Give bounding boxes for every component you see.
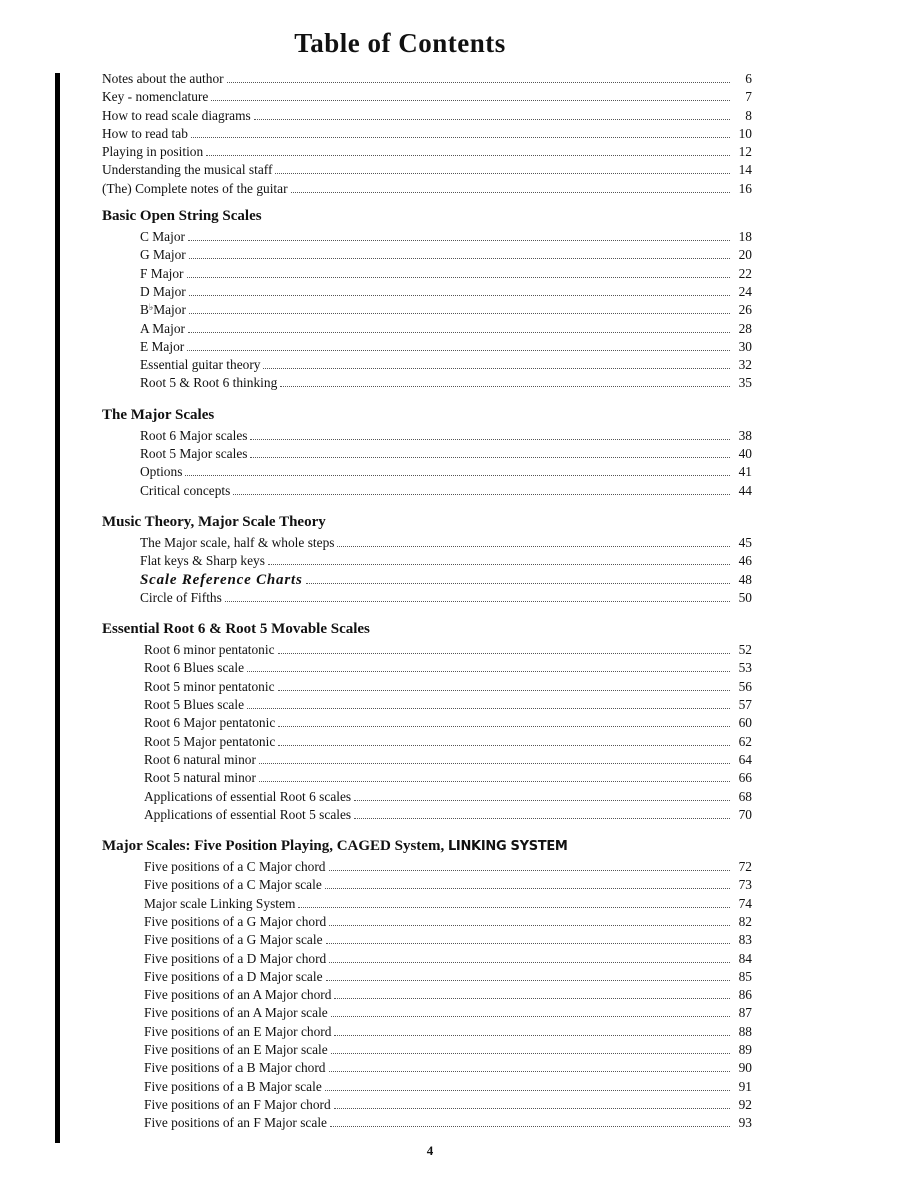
dot-leader	[280, 386, 730, 387]
toc-entry-page: 57	[738, 697, 752, 713]
dot-leader	[247, 671, 730, 672]
dot-leader	[185, 475, 730, 476]
toc-entry-page: 87	[738, 1005, 752, 1021]
toc-entry-page: 18	[738, 229, 752, 245]
toc-entry	[102, 877, 752, 895]
toc-entry-label	[140, 302, 186, 318]
toc-entry-page: 86	[738, 987, 752, 1003]
toc-entry-label: F Major	[140, 265, 184, 281]
toc-entry-page: 40	[738, 446, 752, 462]
toc-entry-page: 10	[738, 125, 752, 141]
toc-entry-page: 26	[738, 302, 752, 318]
dot-leader	[325, 888, 730, 889]
section-heading-text: Basic Open String Scales	[102, 208, 262, 225]
toc-entry	[102, 302, 752, 320]
toc-entry-label: Five positions of an A Major chord	[144, 987, 332, 1003]
toc-entry-page: 12	[738, 144, 752, 160]
toc-entry-label: Root 5 & Root 6 thinking	[140, 375, 278, 391]
toc-entry	[102, 375, 752, 393]
toc-entry	[102, 697, 752, 715]
toc-entry	[102, 789, 752, 807]
dot-leader	[298, 907, 730, 908]
toc-entry-page: 88	[738, 1023, 752, 1039]
dot-leader	[247, 708, 730, 709]
toc-entry-label: Root 5 Blues scale	[144, 697, 245, 713]
dot-leader	[306, 583, 730, 584]
dot-leader	[334, 1108, 730, 1109]
toc-entry-label: Options	[140, 464, 183, 480]
dot-leader	[291, 192, 730, 193]
toc-entry	[102, 126, 752, 144]
dot-leader	[329, 962, 730, 963]
toc-entry-page: 56	[738, 678, 752, 694]
toc-entry	[102, 266, 752, 284]
toc-entry-label: Five positions of a D Major scale	[144, 968, 323, 984]
toc-entry-label: Five positions of an E Major chord	[144, 1023, 332, 1039]
section-heading-text: Major Scales: Five Position Playing, CAGED System,	[102, 838, 448, 855]
toc-entry-label: Five positions of an A Major scale	[144, 1005, 328, 1021]
toc-intro-list	[102, 71, 752, 199]
dot-leader	[187, 350, 730, 351]
toc-entry	[102, 1115, 752, 1133]
toc-entry	[102, 321, 752, 339]
toc-entry	[102, 162, 752, 180]
toc-entry	[102, 770, 752, 788]
dot-leader	[263, 368, 730, 369]
toc-entry	[102, 715, 752, 733]
section-heading	[102, 407, 752, 428]
toc-entry-label: Root 6 Blues scale	[144, 660, 245, 676]
dot-leader	[278, 726, 730, 727]
toc-entry-label: Essential guitar theory	[140, 357, 261, 373]
toc-entry	[102, 969, 752, 987]
dot-leader	[227, 82, 730, 83]
toc-entry	[102, 229, 752, 247]
dot-leader	[188, 240, 730, 241]
toc-entry-label: Playing in position	[102, 144, 204, 160]
toc-entry-label: Key - nomenclature	[102, 89, 209, 105]
toc-entry	[102, 896, 752, 914]
dot-leader	[329, 1071, 731, 1072]
toc-entry-label: Notes about the author	[102, 71, 224, 86]
toc-entry	[102, 1060, 752, 1078]
section-heading-text: Music Theory, Major Scale Theory	[102, 513, 326, 530]
toc-entry-page: 44	[738, 482, 752, 498]
dot-leader	[206, 155, 730, 156]
toc-entry	[102, 535, 752, 553]
toc-entry-page: 22	[738, 265, 752, 281]
toc-entry-page: 85	[738, 968, 752, 984]
toc-entry-label: (The) Complete notes of the guitar	[102, 180, 288, 196]
dot-leader	[254, 119, 730, 120]
dot-leader	[330, 1126, 730, 1127]
toc-entry	[102, 859, 752, 877]
dot-leader	[268, 564, 730, 565]
toc-entry-page: 73	[738, 877, 752, 893]
toc-entry-page: 89	[738, 1042, 752, 1058]
toc-entry	[102, 464, 752, 482]
toc-entry-page: 16	[738, 180, 752, 196]
toc-entry-page: 45	[738, 534, 752, 550]
toc-entry	[102, 108, 752, 126]
toc-entry-label: Five positions of a C Major chord	[144, 859, 326, 875]
toc-entry-page: 28	[738, 320, 752, 336]
toc-entry-label: Root 6 natural minor	[144, 751, 256, 767]
dot-leader	[278, 653, 730, 654]
toc-entry-page: 60	[738, 715, 752, 731]
toc-entry-label: Root 6 minor pentatonic	[144, 642, 275, 658]
section-heading-extra: LINKING SYSTEM	[447, 839, 568, 855]
toc-entry-page: 48	[738, 571, 752, 587]
toc-entry-page: 72	[738, 859, 752, 875]
toc-sections	[102, 208, 752, 1133]
section-heading	[102, 208, 752, 229]
toc-entry-page: 8	[745, 107, 752, 123]
toc-entry-page: 32	[738, 357, 752, 373]
toc-entry-page: 6	[745, 71, 752, 86]
toc-entry-label: Five positions of an F Major scale	[144, 1115, 327, 1131]
toc-entry	[102, 1024, 752, 1042]
toc-entry	[102, 752, 752, 770]
toc-entry-page: 83	[738, 932, 752, 948]
toc-entry	[102, 181, 752, 199]
toc-entry-page: 84	[738, 950, 752, 966]
dot-leader	[278, 745, 730, 746]
toc-entry	[102, 428, 752, 446]
toc-entry-page: 68	[738, 788, 752, 804]
toc-entry	[102, 932, 752, 950]
dot-leader	[188, 332, 730, 333]
dot-leader	[334, 998, 730, 999]
toc-entry-label: Understanding the musical staff	[102, 162, 273, 178]
toc-entry-label: Five positions of a C Major scale	[144, 877, 322, 893]
dot-leader	[211, 100, 730, 101]
dot-leader	[334, 1035, 730, 1036]
toc-entry	[102, 914, 752, 932]
toc-entry-label: Five positions of an E Major scale	[144, 1042, 328, 1058]
toc-entry-label: Circle of Fifths	[140, 589, 222, 605]
dot-leader	[329, 925, 730, 926]
toc-entry-page: 92	[738, 1096, 752, 1112]
toc-entry	[102, 679, 752, 697]
dot-leader	[189, 295, 730, 296]
toc-entry	[102, 446, 752, 464]
dot-leader	[278, 690, 730, 691]
dot-leader	[326, 980, 730, 981]
dot-leader	[189, 258, 730, 259]
section-heading	[102, 514, 752, 535]
toc-entry-page: 30	[738, 338, 752, 354]
toc-entry-label: Flat keys & Sharp keys	[140, 553, 265, 569]
toc-entry-label: Scale Reference Charts	[140, 571, 303, 588]
toc-entry	[102, 660, 752, 678]
toc-entry-label: Five positions of a G Major scale	[144, 932, 323, 948]
dot-leader	[331, 1016, 730, 1017]
toc-entry	[102, 284, 752, 302]
toc-entry	[102, 71, 752, 89]
dot-leader	[275, 173, 730, 174]
toc-entry	[102, 144, 752, 162]
toc-entry-label: E Major	[140, 338, 185, 354]
toc-body	[102, 71, 752, 1134]
toc-entry	[102, 357, 752, 375]
toc-entry	[102, 590, 752, 608]
toc-entry-page: 90	[738, 1060, 752, 1076]
section-heading	[102, 838, 752, 859]
toc-entry-page: 53	[738, 660, 752, 676]
toc-entry-page: 64	[738, 751, 752, 767]
toc-entry-page: 70	[738, 806, 752, 822]
toc-entry-label: G Major	[140, 247, 186, 263]
toc-entry	[102, 1042, 752, 1060]
dot-leader	[250, 439, 730, 440]
dot-leader	[337, 546, 730, 547]
toc-entry-page: 35	[738, 375, 752, 391]
toc-entry-label: Applications of essential Root 6 scales	[144, 788, 352, 804]
toc-entry-page: 62	[738, 733, 752, 749]
toc-entry-page: 52	[738, 642, 752, 658]
dot-leader	[354, 818, 730, 819]
toc-entry	[102, 572, 752, 590]
toc-entry-label: Applications of essential Root 5 scales	[144, 806, 352, 822]
toc-entry-page: 24	[738, 283, 752, 299]
toc-entry-label: A Major	[140, 320, 186, 336]
toc-entry-label: Root 5 Major scales	[140, 446, 248, 462]
toc-entry-page: 74	[738, 895, 752, 911]
toc-entry	[102, 247, 752, 265]
toc-entry-label: Critical concepts	[140, 482, 231, 498]
toc-entry-label: Root 5 Major pentatonic	[144, 733, 276, 749]
toc-entry-page: 20	[738, 247, 752, 263]
toc-entry-label: Major scale Linking System	[144, 895, 296, 911]
toc-entry	[102, 951, 752, 969]
toc-entry	[102, 553, 752, 571]
section-heading-text: The Major Scales	[102, 406, 215, 423]
toc-entry	[102, 987, 752, 1005]
toc-entry-label: Five positions of a D Major chord	[144, 950, 327, 966]
toc-entry-label: Five positions of a B Major chord	[144, 1060, 326, 1076]
section-heading-text: Essential Root 6 & Root 5 Movable Scales	[102, 621, 370, 638]
toc-entry-label: Five positions of a G Major chord	[144, 913, 327, 929]
toc-entry-label: Root 5 minor pentatonic	[144, 678, 275, 694]
toc-entry	[102, 1079, 752, 1097]
dot-leader	[326, 943, 730, 944]
toc-entry-label: How to read scale diagrams	[102, 107, 251, 123]
toc-entry-page: 93	[738, 1115, 752, 1131]
dot-leader	[191, 137, 730, 138]
dot-leader	[189, 313, 730, 314]
dot-leader	[331, 1053, 730, 1054]
toc-entry-label: Five positions of a B Major scale	[144, 1078, 322, 1094]
toc-entry-page: 91	[738, 1078, 752, 1094]
toc-entry-label: Root 6 Major scales	[140, 427, 248, 443]
toc-entry	[102, 642, 752, 660]
toc-entry-label-part: Major	[153, 302, 186, 318]
toc-entry-page: 46	[738, 553, 752, 569]
toc-entry-page: 14	[738, 162, 752, 178]
toc-entry	[102, 339, 752, 357]
toc-entry	[102, 734, 752, 752]
toc-entry-page: 50	[738, 589, 752, 605]
toc-entry-page: 82	[738, 913, 752, 929]
toc-entry-label-part: B	[140, 302, 149, 318]
toc-entry	[102, 1005, 752, 1023]
toc-entry-label: C Major	[140, 229, 186, 245]
toc-entry-page: 41	[738, 464, 752, 480]
toc-entry-label: How to read tab	[102, 125, 188, 141]
toc-entry-page: 38	[738, 427, 752, 443]
section-heading	[102, 621, 752, 642]
toc-entry	[102, 1097, 752, 1115]
dot-leader	[354, 800, 730, 801]
flat-symbol: ♭	[148, 302, 154, 313]
dot-leader	[250, 457, 730, 458]
dot-leader	[233, 494, 730, 495]
toc-entry-label: Root 6 Major pentatonic	[144, 715, 276, 731]
margin-rule	[55, 73, 60, 1143]
toc-entry-page: 7	[745, 89, 752, 105]
toc-entry-label: The Major scale, half & whole steps	[140, 534, 335, 550]
dot-leader	[325, 1090, 730, 1091]
dot-leader	[259, 763, 730, 764]
toc-entry-label: D Major	[140, 283, 186, 299]
dot-leader	[329, 870, 731, 871]
toc-entry-page: 66	[738, 770, 752, 786]
dot-leader	[187, 277, 730, 278]
toc-entry-label: Five positions of an F Major chord	[144, 1096, 331, 1112]
toc-entry	[102, 483, 752, 501]
page-title: Table of Contents	[294, 28, 506, 58]
page-number: 4	[426, 1143, 434, 1158]
toc-entry	[102, 89, 752, 107]
dot-leader	[225, 601, 730, 602]
toc-entry-label: Root 5 natural minor	[144, 770, 256, 786]
dot-leader	[259, 781, 730, 782]
toc-entry	[102, 807, 752, 825]
